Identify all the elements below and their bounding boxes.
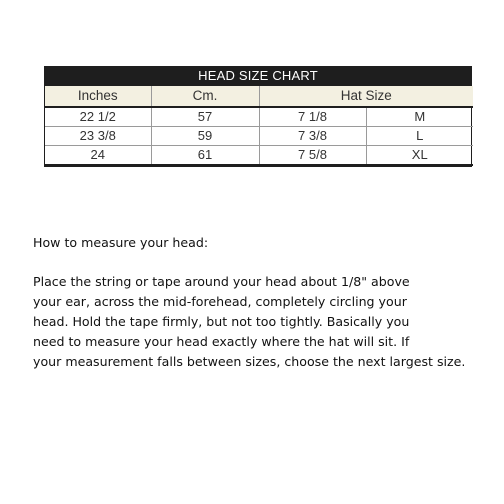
measuring-instructions — [33, 233, 483, 372]
header-hat-size: Hat Size — [259, 86, 473, 107]
cell-cm: 57 — [151, 107, 259, 127]
head-size-chart — [44, 66, 472, 167]
cell-hat-size: 7 1/8 — [259, 107, 366, 127]
table-row — [45, 127, 473, 146]
header-inches: Inches — [45, 86, 151, 107]
size-table — [45, 86, 473, 166]
chart-title: HEAD SIZE CHART — [45, 66, 471, 86]
table-row — [45, 146, 473, 166]
cell-hat-size: 7 5/8 — [259, 146, 366, 166]
cell-cm: 61 — [151, 146, 259, 166]
cell-inches: 24 — [90, 147, 105, 162]
cell-letter-size: XL — [366, 146, 473, 166]
header-row — [45, 86, 473, 107]
header-cm: Cm. — [151, 86, 259, 107]
cell-inches: 22 1/2 — [79, 109, 116, 124]
cell-cm: 59 — [151, 127, 259, 146]
cell-hat-size: 7 3/8 — [259, 127, 366, 146]
cell-letter-size: L — [366, 127, 473, 146]
table-row — [45, 107, 473, 127]
instructions-body: Place the string or tape around your head about 1/8" above your ear, across the mid-forehead, completely circling your head. Hold the tape firmly, but not too tightly. Basically you need to measure your head exactly where the hat will sit. If your measurement falls between sizes, choose the next largest size. — [33, 274, 466, 369]
cell-letter-size: M — [366, 107, 473, 127]
cell-inches: 23 3/8 — [79, 128, 116, 143]
instructions-heading: How to measure your head: — [33, 235, 209, 250]
